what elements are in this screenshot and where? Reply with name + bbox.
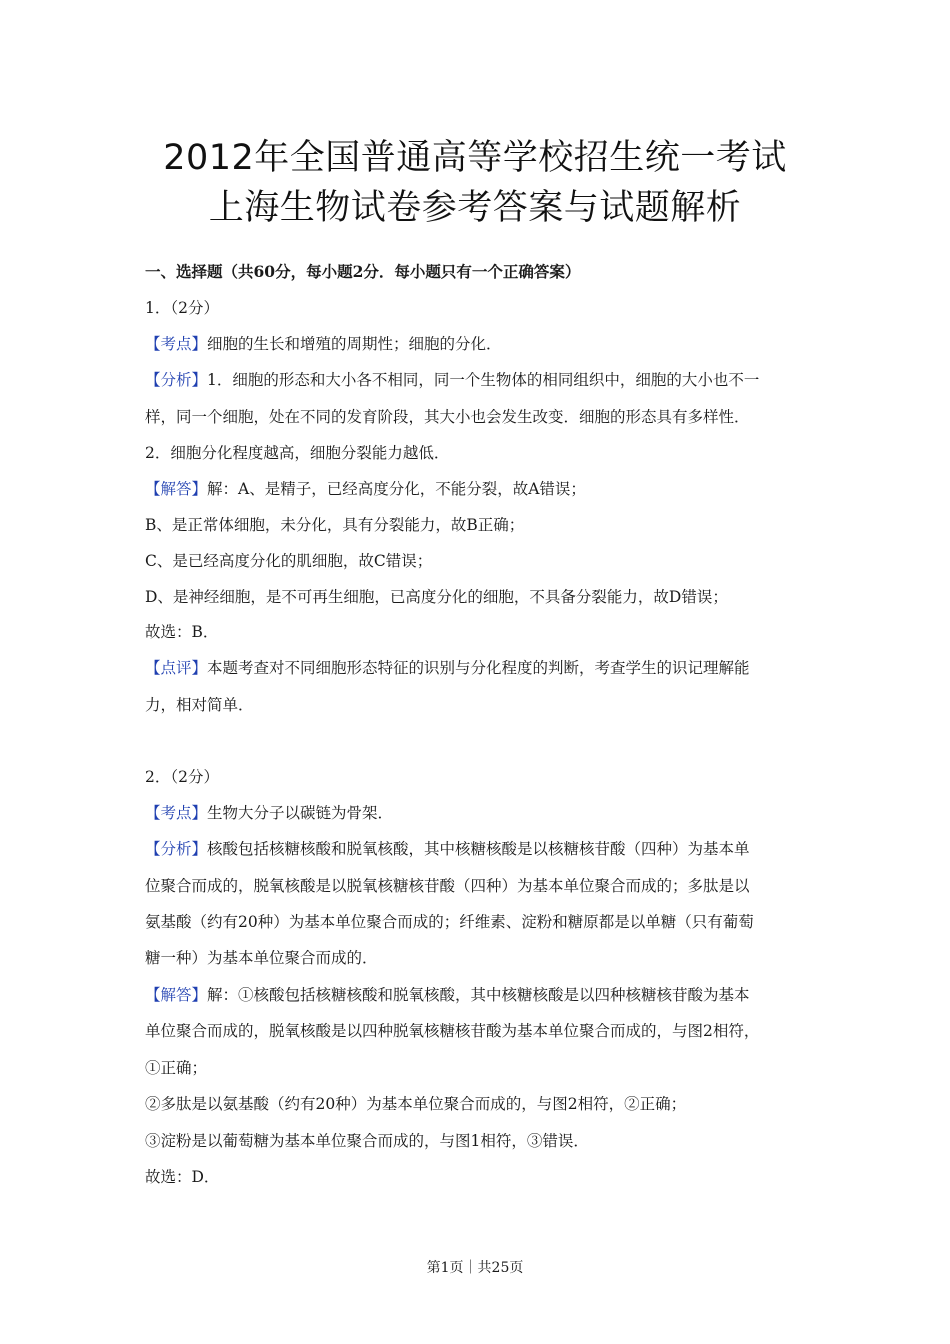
question-2-jieda-cont-1: 单位聚合而成的，脱氧核酸是以四种脱氧核糖核苷酸为基本单位聚合而成的，与图2相符， [145, 1022, 760, 1040]
dianping-tag: 【点评】 [145, 659, 208, 677]
fenxi-text: 1．细胞的形态和大小各不相同，同一个生物体的相同组织中，细胞的大小也不一 [207, 371, 760, 389]
question-1-number: 1．（2分） [145, 299, 219, 317]
question-1-fenxi [145, 370, 815, 390]
jieda-text: 解：A、是精子，已经高度分化，不能分裂，故A错误； [207, 480, 586, 498]
kaodian-tag: 【考点】 [145, 335, 208, 353]
question-2-answer: 故选：D． [145, 1168, 220, 1186]
fenxi-tag: 【分析】 [145, 371, 208, 389]
jieda-tag: 【解答】 [145, 480, 208, 498]
question-1-jieda-b: B、是正常体细胞，未分化，具有分裂能力，故B正确； [145, 516, 525, 534]
question-2-kaodian [145, 803, 815, 823]
question-2-number: 2．（2分） [145, 768, 219, 786]
kaodian-text: 细胞的生长和增殖的周期性；细胞的分化． [207, 335, 502, 353]
question-1-jieda [145, 479, 815, 499]
section-heading: 一、选择题（共60分，每小题2分．每小题只有一个正确答案） [145, 262, 581, 281]
question-2-fenxi-cont-1: 位聚合而成的，脱氧核酸是以脱氧核糖核苷酸（四种）为基本单位聚合而成的；多肽是以 [145, 877, 750, 895]
document-title-line-2: 上海生物试卷参考答案与试题解析 [208, 188, 742, 228]
question-1-kaodian [145, 334, 815, 354]
page-footer: 第1页｜共25页 [426, 1260, 524, 1276]
question-1-dianping [145, 658, 815, 678]
question-2-fenxi-cont-2: 氨基酸（约有20种）为基本单位聚合而成的；纤维素、淀粉和糖原都是以单糖（只有葡萄 [145, 913, 754, 931]
fenxi-tag: 【分析】 [145, 840, 208, 858]
question-1-answer: 故选：B． [145, 623, 219, 641]
document-title-line-1: 2012年全国普通高等学校招生统一考试 [163, 138, 787, 178]
fenxi-text: 核酸包括核糖核酸和脱氧核酸，其中核糖核酸是以核糖核苷酸（四种）为基本单 [207, 840, 750, 858]
question-1-jieda-c: C、是已经高度分化的肌细胞，故C错误； [145, 552, 433, 570]
question-1-dianping-cont: 力，相对简单． [145, 696, 254, 714]
question-2-jieda-cont-2: ①正确； [145, 1059, 208, 1077]
kaodian-text: 生物大分子以碳链为骨架． [207, 804, 394, 822]
kaodian-tag: 【考点】 [145, 804, 208, 822]
question-1-fenxi-cont: 样，同一个细胞，处在不同的发育阶段，其大小也会发生改变．细胞的形态具有多样性． [145, 408, 750, 426]
question-2-jieda [145, 985, 815, 1005]
dianping-text: 本题考查对不同细胞形态特征的识别与分化程度的判断，考查学生的识记理解能 [207, 659, 750, 677]
jieda-tag: 【解答】 [145, 986, 208, 1004]
question-2-fenxi-cont-3: 糖一种）为基本单位聚合而成的． [145, 949, 378, 967]
question-1-jieda-d: D、是神经细胞，是不可再生细胞，已高度分化的细胞，不具备分裂能力，故D错误； [145, 588, 728, 606]
question-2-jieda-cont-3: ②多肽是以氨基酸（约有20种）为基本单位聚合而成的，与图2相符，②正确； [145, 1095, 687, 1113]
question-1-fenxi-point-2: 2．细胞分化程度越高，细胞分裂能力越低． [145, 444, 450, 462]
jieda-text: 解：①核酸包括核糖核酸和脱氧核酸，其中核糖核酸是以四种核糖核苷酸为基本 [207, 986, 750, 1004]
question-2-fenxi [145, 839, 815, 859]
question-2-jieda-cont-4: ③淀粉是以葡萄糖为基本单位聚合而成的，与图1相符，③错误． [145, 1132, 589, 1150]
